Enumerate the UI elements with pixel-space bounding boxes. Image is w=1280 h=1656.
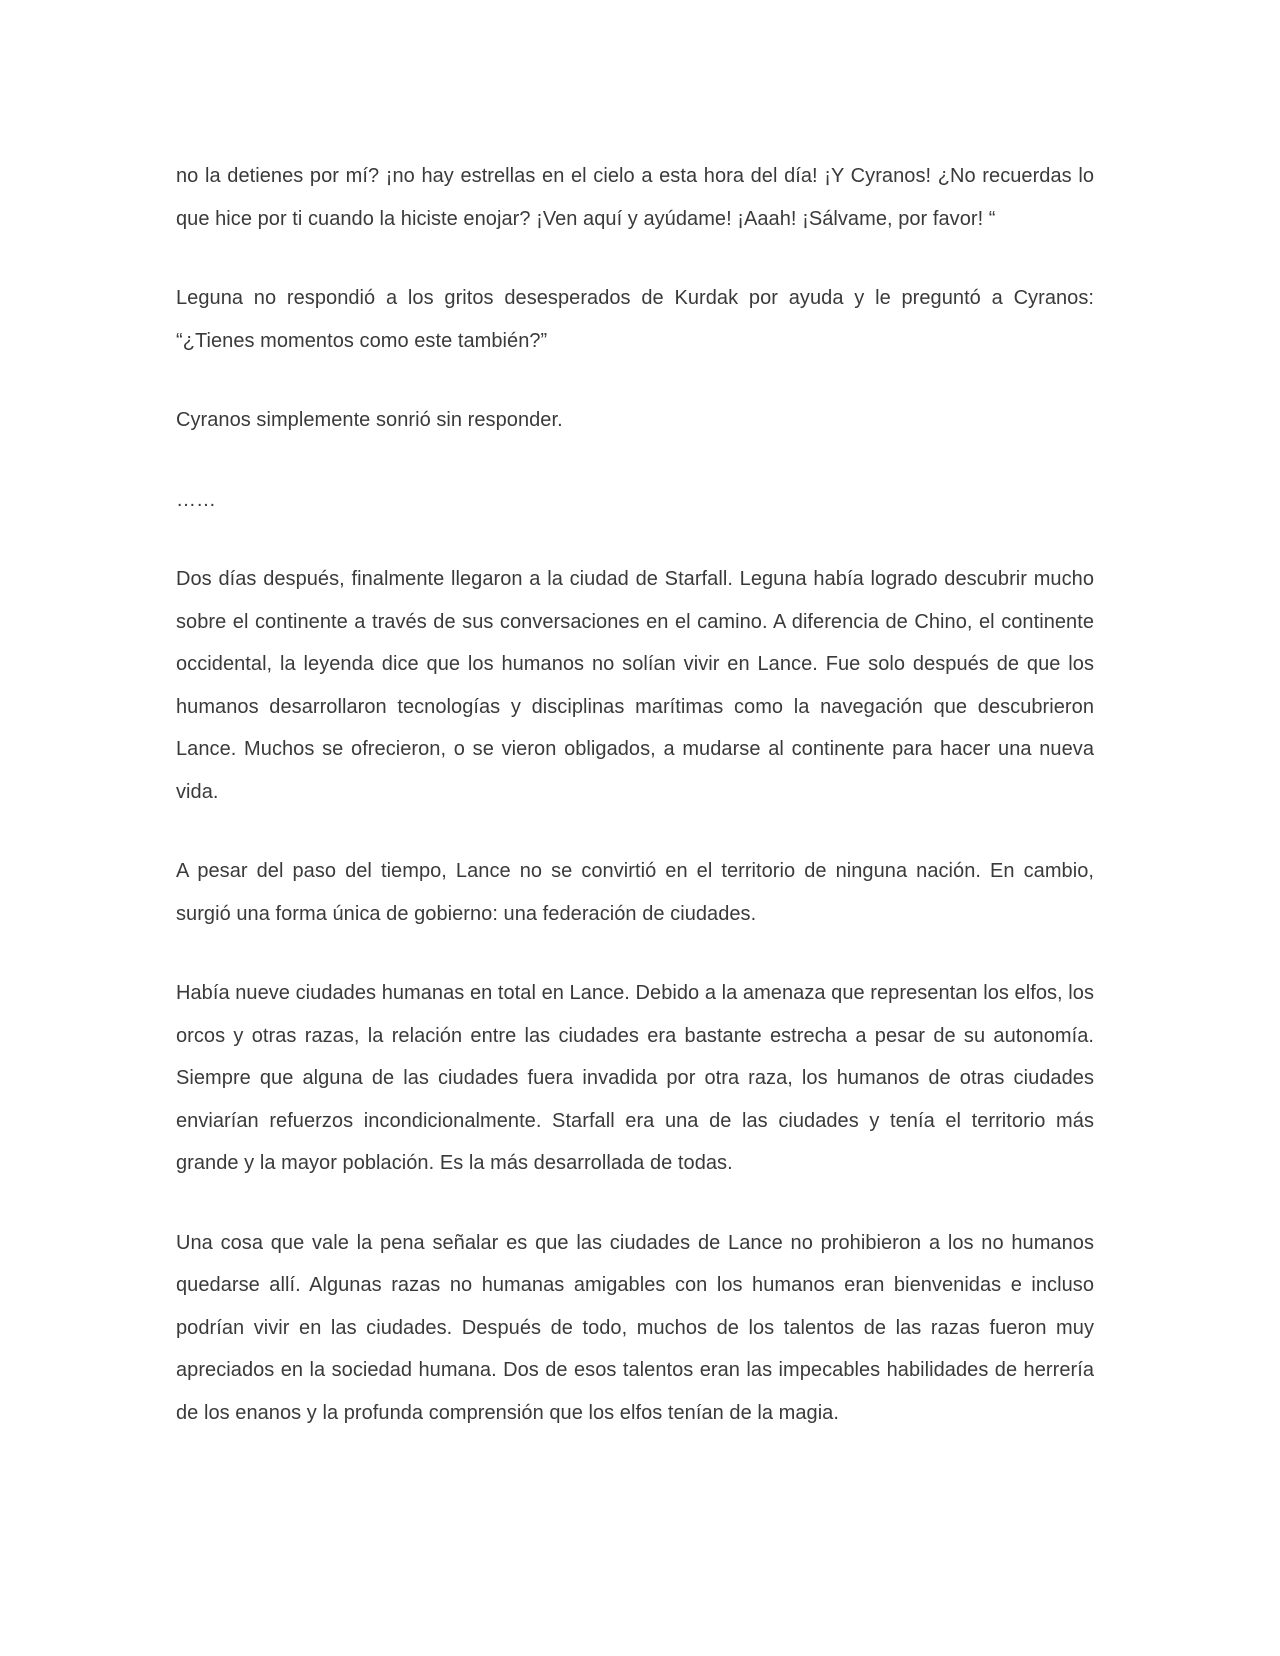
- paragraph-4: Dos días después, finalmente llegaron a la ciudad de Starfall. Leguna había logrado descubrir mucho sobre el continente a través de sus conversaciones en el camino. A diferencia de Chino, el continente occidental, la leyenda dice que los humanos no solían vivir en Lance. Fue solo después de que los humanos desarrollaron tecnologías y disciplinas marítimas como la navegación que descubrieron Lance. Muchos se ofrecieron, o se vieron obligados, a mudarse al continente para hacer una nueva vida.: [176, 568, 1094, 803]
- paragraph-1: no la detienes por mí? ¡no hay estrellas en el cielo a esta hora del día! ¡Y Cyranos! ¿No recuerdas lo que hice por ti cuando la hiciste enojar? ¡Ven aquí y ayúdame! ¡Aaah! ¡Sálvame, por favor! “: [176, 165, 1094, 230]
- document-body: [176, 155, 1094, 1434]
- scene-break: ……: [176, 488, 217, 511]
- paragraph-6: Había nueve ciudades humanas en total en Lance. Debido a la amenaza que representan los elfos, los orcos y otras razas, la relación entre las ciudades era bastante estrecha a pesar de su autonomía. Siempre que alguna de las ciudades fuera invadida por otra raza, los humanos de otras ciudades enviarían refuerzos incondicionalmente. Starfall era una de las ciudades y tenía el territorio más grande y la mayor población. Es la más desarrollada de todas.: [176, 982, 1094, 1174]
- paragraph-2: Leguna no respondió a los gritos desesperados de Kurdak por ayuda y le preguntó a Cyranos: “¿Tienes momentos como este también?”: [176, 287, 1094, 352]
- paragraph-3: Cyranos simplemente sonrió sin responder.: [176, 409, 563, 431]
- paragraph-7: Una cosa que vale la pena señalar es que las ciudades de Lance no prohibieron a los no humanos quedarse allí. Algunas razas no humanas amigables con los humanos eran bienvenidas e incluso podrían vivir en las ciudades. Después de todo, muchos de los talentos de las razas fueron muy apreciados en la sociedad humana. Dos de esos talentos eran las impecables habilidades de herrería de los enanos y la profunda comprensión que los elfos tenían de la magia.: [176, 1231, 1094, 1424]
- paragraph-5: A pesar del paso del tiempo, Lance no se convirtió en el territorio de ninguna nación. En cambio, surgió una forma única de gobierno: una federación de ciudades.: [176, 860, 1094, 925]
